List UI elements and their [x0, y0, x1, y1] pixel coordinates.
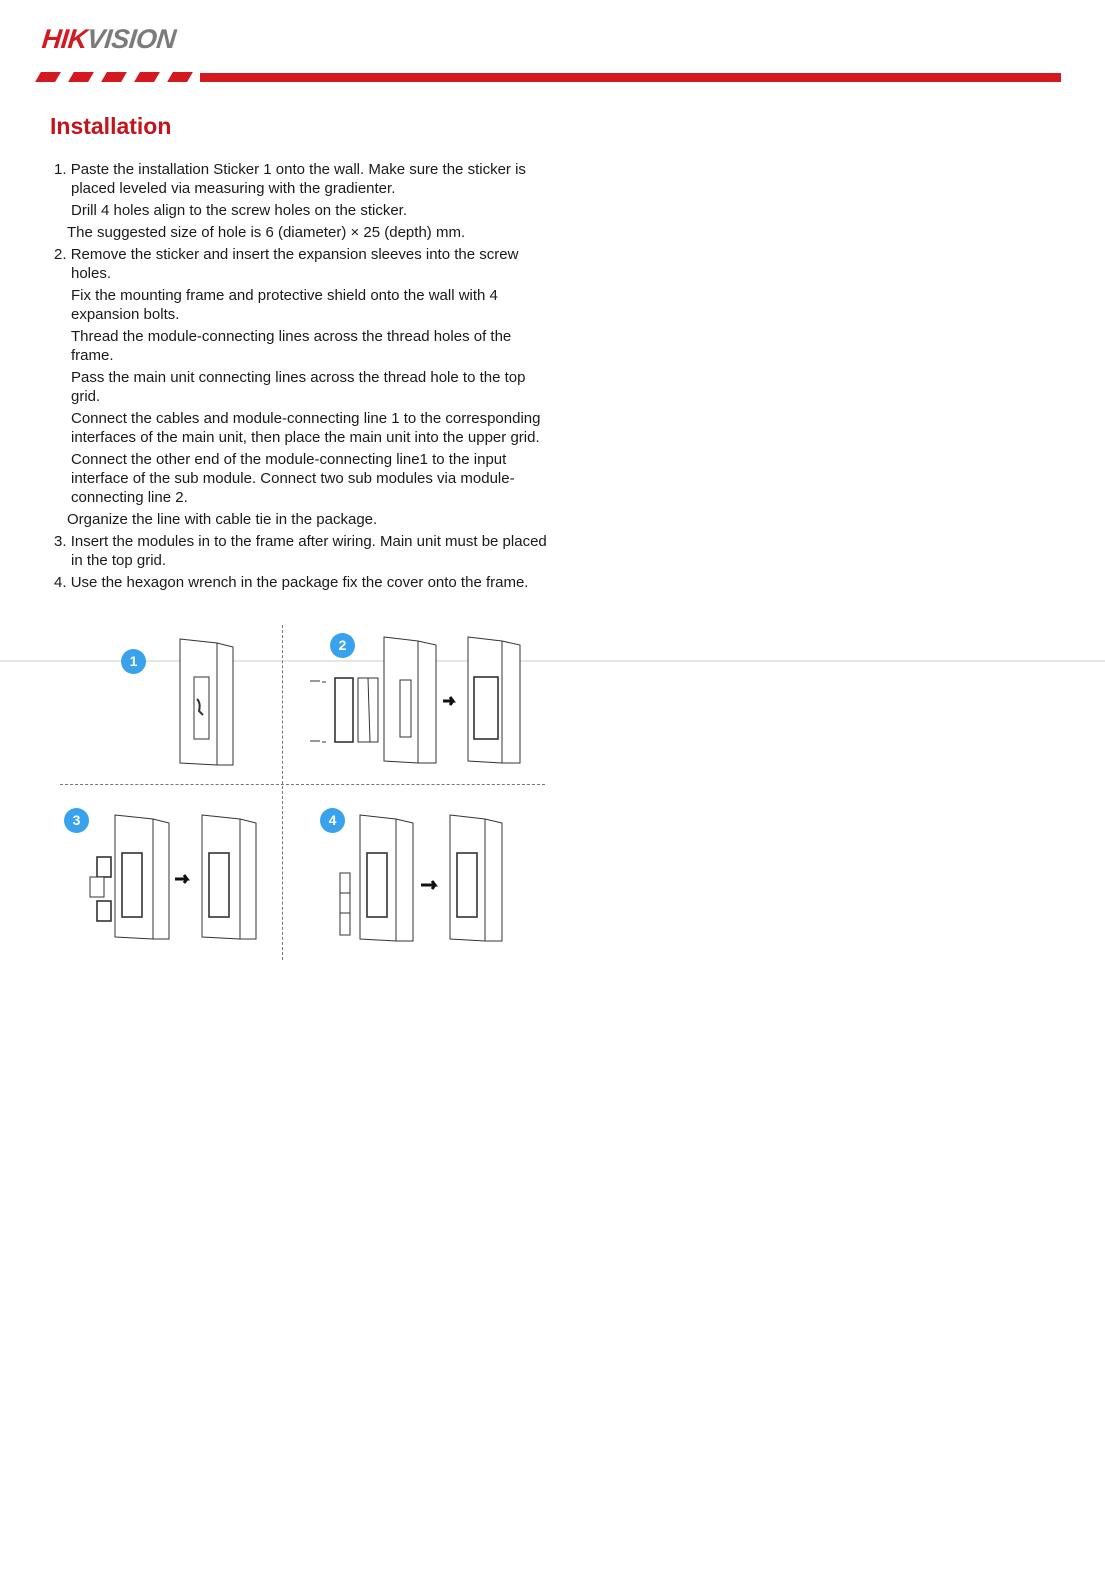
step-2-sub-5: Connect the other end of the module-connecting line1 to the input interface of the sub module. Connect two sub modules via module-connecting line 2.	[71, 451, 515, 506]
stripe	[68, 72, 94, 82]
cover-fix-illustration	[335, 813, 505, 948]
step-2	[50, 245, 550, 283]
step-badge-3: 3	[64, 808, 89, 833]
step-2-sub-1: Fix the mounting frame and protective shield onto the wall with 4 expansion bolts.	[71, 287, 498, 323]
step-2-sub-2: Thread the module-connecting lines across the thread holes of the frame.	[71, 328, 512, 364]
step-1-sub-2: The suggested size of hole is 6 (diameter) × 25 (depth) mm.	[67, 224, 466, 241]
step-2-sub-3: Pass the main unit connecting lines across the thread hole to the top grid.	[71, 369, 526, 405]
frame-mounting-illustration	[308, 635, 523, 770]
figure-horizontal-divider	[60, 784, 545, 785]
step-badge-2: 2	[330, 633, 355, 658]
step-number: 2.	[54, 246, 67, 263]
section-title: Installation	[50, 113, 172, 139]
logo-vision: VISION	[85, 24, 178, 54]
stripe	[167, 72, 193, 82]
step-1	[50, 160, 550, 198]
step-4	[50, 573, 550, 592]
step-number: 1.	[54, 161, 67, 178]
stripe	[134, 72, 160, 82]
right-arrow-icon	[421, 881, 435, 889]
right-arrow-icon	[443, 697, 453, 705]
step-number: 4.	[54, 574, 67, 591]
header-red-bar	[200, 73, 1061, 82]
right-arrow-icon	[175, 875, 187, 883]
step-text: Insert the modules in to the frame after wiring. Main unit must be placed in the top grid.	[70, 533, 547, 569]
logo-hik: HIK	[40, 24, 89, 54]
hikvision-logo	[40, 24, 177, 55]
step-badge-4: 4	[320, 808, 345, 833]
stripe	[35, 72, 61, 82]
step-3	[50, 532, 550, 570]
installation-steps	[50, 160, 550, 592]
step-2-sub-4: Connect the cables and module-connecting line 1 to the corresponding interfaces of the main unit, then place the main unit into the upper grid.	[71, 410, 541, 446]
step-1-sub-1: Drill 4 holes align to the screw holes on the sticker.	[71, 202, 407, 219]
step-text: Paste the installation Sticker 1 onto the wall. Make sure the sticker is placed leveled via measuring with the gradienter.	[70, 161, 526, 197]
installation-figure	[55, 625, 550, 960]
figure-vertical-divider	[282, 625, 283, 960]
step-badge-1: 1	[121, 649, 146, 674]
module-insert-illustration	[85, 813, 260, 943]
step-number: 3.	[54, 533, 67, 550]
step-text: Use the hexagon wrench in the package fix the cover onto the frame.	[70, 574, 529, 591]
step-2-sub-6: Organize the line with cable tie in the package.	[67, 511, 378, 528]
header-stripes	[38, 72, 190, 82]
wall-sticker-illustration	[175, 637, 235, 767]
step-text: Remove the sticker and insert the expansion sleeves into the screw holes.	[70, 246, 519, 282]
stripe	[101, 72, 127, 82]
